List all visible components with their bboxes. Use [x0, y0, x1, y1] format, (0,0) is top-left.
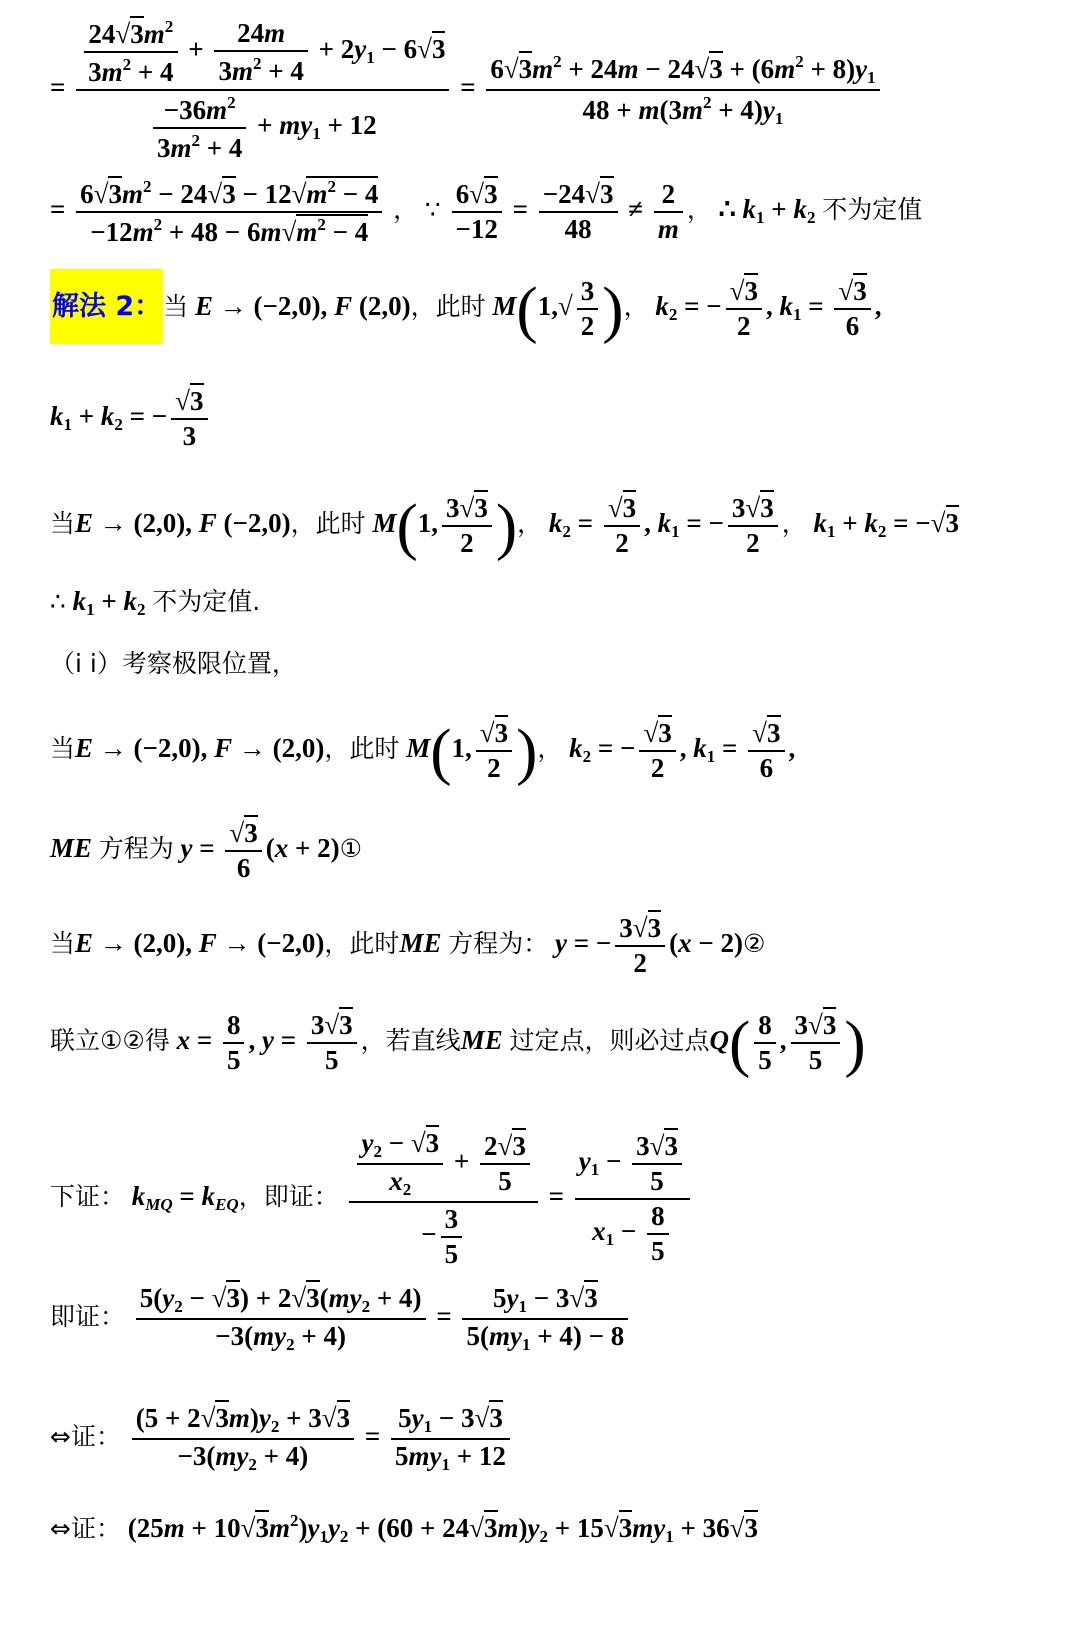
proof-step-3: ⇔证： $(25m + 10√3m^2)y_1y_2 + (60 + 24√3m)y_2 + 15√3my_1 + 36√3$ [50, 1511, 758, 1546]
proof-slope-line: 下证： $k_{MQ} = k_{EQ}$，即证： $\frac{y_2 - √3}{x_2}$ + $\frac{2√3}{5}$ − $\frac{3}{5}$ = $y_1$ − $\frac{3√3}{5}$ $x_1$ − $\frac{8}{5}$ [50, 1130, 694, 1268]
case-2-line: 当E → (2,0), F (−2,0)，此时 M(1, $\frac{3√3}{2}$ )， $k_2$ = $\frac{√3}{2}$ , $k_1$ = − $\frac{3√3}{2}$ ， $k_1 + k_2 = -√3$ [50, 490, 959, 562]
proof-step-1: 即证： $\frac{5(y_2 - √3) + 2√3(my_2 + 4)}{-3(my_2 + 4)}$ = $\frac{5y_1 - 3√3}{5(my_1 + 4) - 8}$ [50, 1285, 632, 1353]
limit-case-1: 当E → (−2,0), F → (2,0)，此时 M(1, $\frac{√3}{2}$ )， $k_2$ = − $\frac{√3}{2}$ , $k_1$ = $\frac{√3}{6}$ , [50, 715, 796, 787]
k-sum-line-1: $k_1 + k_2$ = − $\frac{√3}{3}$ [50, 388, 212, 450]
equation-line-2: = $\frac{6√3m^2 - 24√3 - 12√m^2 - 4}{-12m^2 + 48 - 6m√m^2 - 4}$ ， ∵ $\frac{6√3}{-12}$ = $\frac{-24√3}{48}$ ≠ $\frac{2}{m}$ ， ∴ $k_1 + k_2$ 不为定值 [50, 177, 923, 247]
me-equation-1: ME 方程为 y = $\frac{√3}{6}$ (x + 2)① [50, 820, 362, 882]
conclusion-line: ∴ $k_1 + k_2$ 不为定值. [50, 586, 261, 619]
me-equation-2: 当E → (2,0), F → (−2,0)，此时ME 方程为： y = − $\frac{3√3}{2}$ (x − 2)② [50, 915, 765, 977]
section-heading-ii: （i i）考察极限位置， [50, 649, 297, 678]
solution-2-line: 解法 2：当 E → (−2,0), F (2,0)，此时 M(1,√ $\frac{3}{2}$ )， $k_2$ = − $\frac{√3}{2}$ , $k_1$ = $\frac{√3}{6}$ , [50, 278, 881, 340]
equation-line-1: = $\frac{24√3m^2}{3m^2 + 4}$ + $\frac{24m}{3m^2 + 4}$ + $2y_1 - 6√3$ $\frac{-36m^2}{3m^2 + 4}$ + $my_1 + 12$ = $\frac{6√3m^2 + 24m - 24√3 + (6m^2 + 8)y_1}{48 + m(3m^2 + 4)y_1}$ [50, 18, 884, 162]
fixed-point-line: 联立①②得 x = $\frac{8}{5}$ , y = $\frac{3√3}{5}$ ，若直线ME 过定点，则必过点Q( $\frac{8}{5}$ , $\frac{3√3}{5}$ ) [50, 1007, 866, 1079]
proof-step-2: ⇔证： $\frac{(5 + 2√3m)y_2 + 3√3}{-3(my_2 + 4)}$ = $\frac{5y_1 - 3√3}{5my_1 + 12}$ [50, 1405, 514, 1473]
solution-2-label: 解法 2： [50, 269, 163, 344]
